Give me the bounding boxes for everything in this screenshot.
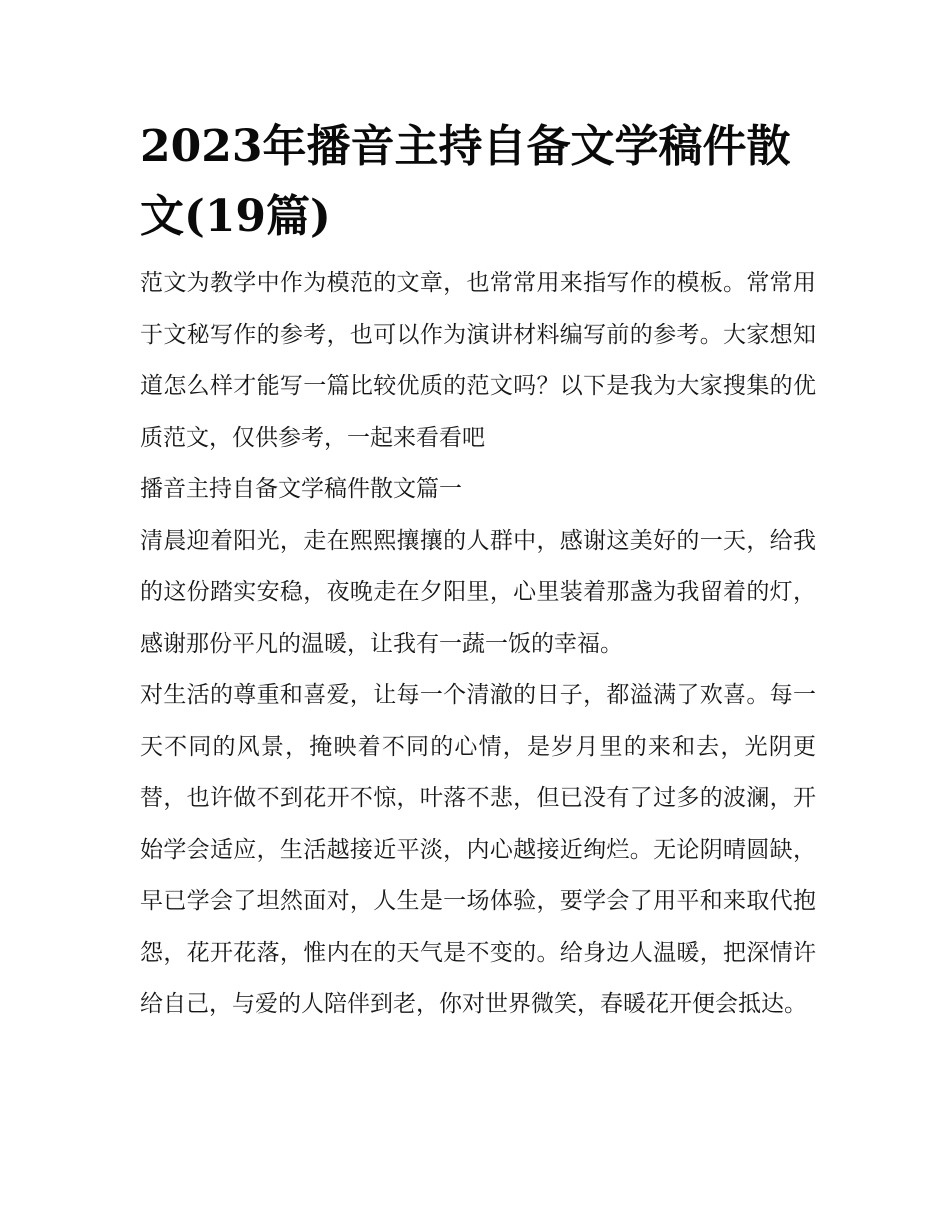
body-paragraph: 对生活的尊重和喜爱，让每一个清澈的日子，都溢满了欢喜。每一天不同的风景，掩映着不同的心情，是岁月里的来和去，光阴更替，也许做不到花开不惊，叶落不悲，但已没有了过多的波澜，开始学会适应，生活越接近平淡，内心越接近绚烂。无论阴晴圆缺，早已学会了坦然面对，人生是一场体验，要学会了用平和来取代抱怨，花开花落，惟内在的天气是不变的。给身边人温暖，把深情许给自己，与爱的人陪伴到老，你对世界微笑，春暖花开便会抵达。 <box>140 682 816 1017</box>
intro-paragraph: 范文为教学中作为模范的文章，也常常用来指写作的模板。常常用于文秘写作的参考，也可以作为演讲材料编写前的参考。大家想知道怎么样才能写一篇比较优质的范文吗？以下是我为大家搜集的优质范文，仅供参考，一起来看看吧 <box>140 270 816 451</box>
document-title: 2023年播音主持自备文学稿件散文(19篇) <box>140 121 791 242</box>
section-heading: 播音主持自备文学稿件散文篇一 <box>140 476 462 502</box>
document-body <box>140 112 816 1031</box>
body-paragraph: 清晨迎着阳光，走在熙熙攘攘的人群中，感谢这美好的一天，给我的这份踏实安稳，夜晚走在夕阳里，心里装着那盏为我留着的灯，感谢那份平凡的温暖，让我有一蔬一饭的幸福。 <box>140 527 816 657</box>
